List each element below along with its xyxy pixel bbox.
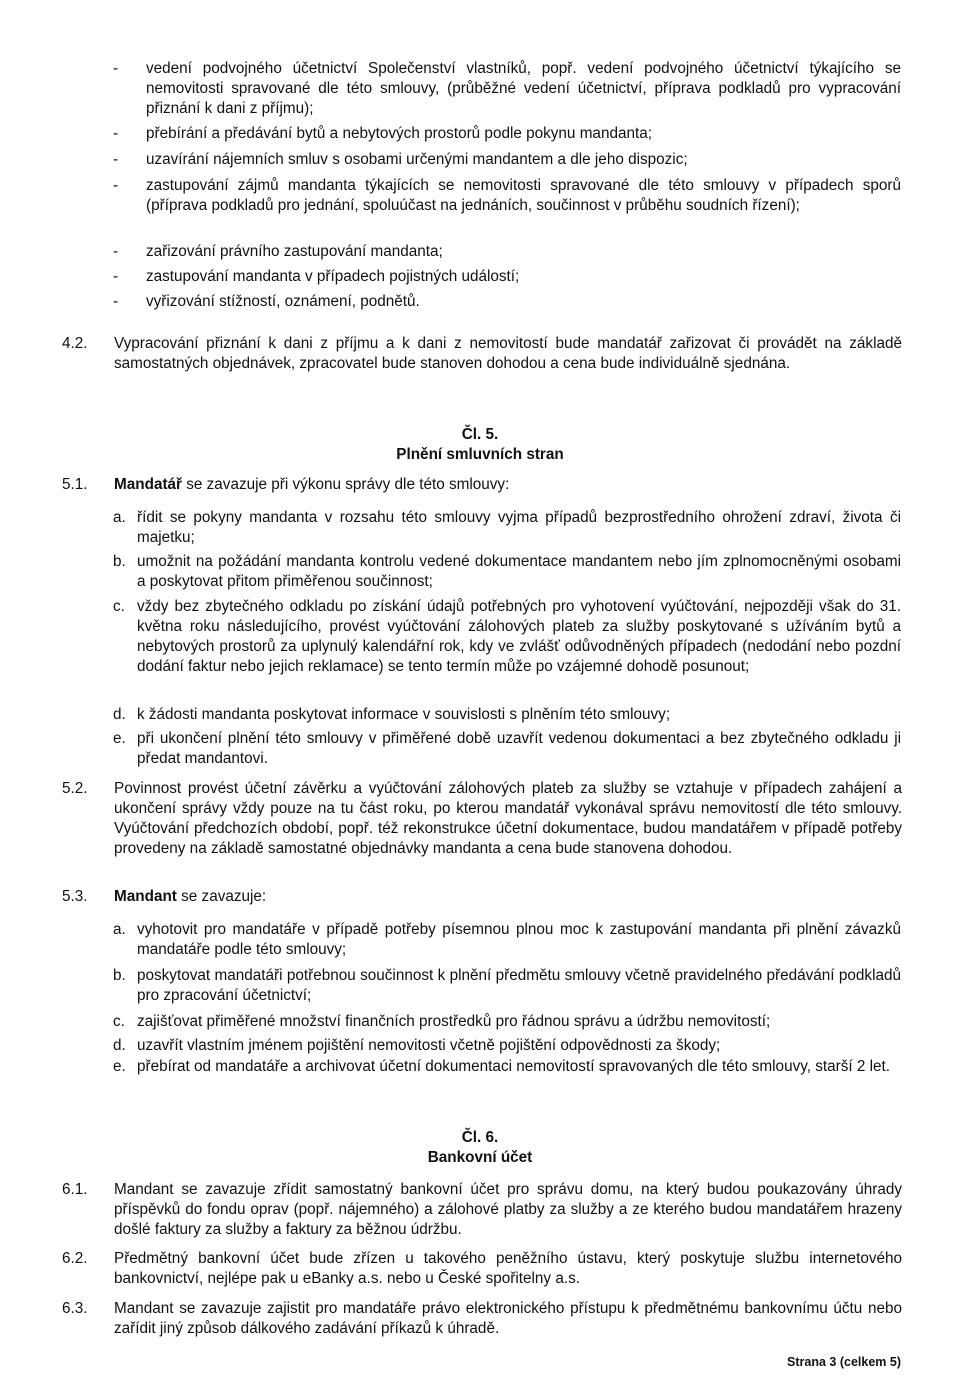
article-label: Čl. 5.: [461, 426, 499, 443]
article-title: Plnění smluvních stran: [396, 446, 564, 463]
item-letter: a.: [113, 921, 126, 938]
paragraph-text: Mandant se zavazuje zajistit pro mandatáře právo elektronického přístupu k předmětnému bankovnímu účtu nebo zařídit jiný způsob dálkového zadávání příkazů k úhradě.: [114, 1300, 902, 1337]
dash-mark: -: [113, 268, 119, 285]
dash-item-text: vyřizování stížností, oznámení, podnětů.: [146, 293, 420, 310]
item-text: vyhotovit pro mandatáře v případě potřeby písemnou plnou moc k zastupování mandanta při plnění závazků mandatáře podle této smlouvy;: [137, 921, 901, 958]
paragraph-text: Předmětný bankovní účet bude zřízen u takového peněžního ústavu, který poskytuje službu internetového bankovnictví, nejlépe pak u eBanky a.s. nebo u České spořitelny a.s.: [114, 1250, 902, 1287]
party-name: Mandant: [114, 888, 177, 905]
item-text: poskytovat mandatáři potřebnou součinnost k plnění předmětu smlouvy včetně pravidelného předávání podkladů pro zpracování účetnictví;: [137, 967, 901, 1004]
article-title: Bankovní účet: [427, 1149, 533, 1166]
paragraph-text: Povinnost provést účetní závěrku a vyúčtování zálohových plateb za služby se vztahuje v případech zahájení a ukončení správy vždy pouze na tu část roku, po kterou mandatář vykonával správu nemovitostí dle této smlouvy. Vyúčtování předchozích období, popř. též rekonstrukce účetní dokumentace, budou mandatářem v případě potřeby provedeny na základě samostatné objednávky mandanta a cena bude stanovena dohodou.: [114, 780, 902, 857]
dash-mark: -: [113, 60, 119, 77]
item-text: uzavřít vlastním jménem pojištění nemovitosti včetně pojištění odpovědnosti za škody;: [137, 1037, 721, 1054]
item-text: přebírat od mandatáře a archivovat účetní dokumentaci nemovitostí spravovaných dle této smlouvy, starší 2 let.: [137, 1058, 891, 1075]
paragraph-number: 6.1.: [62, 1181, 88, 1198]
dash-item-text: vedení podvojného účetnictví Společenství vlastníků, popř. vedení podvojného účetnictví týkajícího se nemovitosti spravované dle této smlouvy, (průběžné vedení účetnictví, příprava podkladů pro vypracování přiznání k dani z příjmu);: [146, 60, 901, 117]
item-text: k žádosti mandanta poskytovat informace v souvislosti s plněním této smlouvy;: [137, 706, 671, 723]
dash-mark: -: [113, 177, 119, 194]
dash-item-text: zastupování mandanta v případech pojistných událostí;: [146, 268, 520, 285]
item-letter: b.: [113, 553, 126, 570]
item-letter: e.: [113, 1058, 126, 1075]
paragraph-number: 6.2.: [62, 1250, 88, 1267]
item-letter: c.: [113, 1013, 125, 1030]
dash-item-text: zařizování právního zastupování mandanta;: [146, 243, 443, 260]
paragraph-text: Mandant se zavazuje zřídit samostatný bankovní účet pro správu domu, na který budou poukazovány úhrady příspěvků do fondu oprav (popř. nájemného) a zálohové platby za služby a ze kterého budou mandatářem hrazeny došlé faktury za služby a faktury za běžnou údržbu.: [114, 1181, 902, 1238]
item-text: vždy bez zbytečného odkladu po získání údajů potřebných pro vyhotovení vyúčtování, nejpozději však do 31. května roku následujícího, provést vyúčtování zálohových plateb za služby poskytované s užíváním bytů a nebytových prostorů za uplynulý kalendářní rok, kdy ve zvlášť odůvodněných případech (nedodání nebo pozdní dodání faktur nebo jejich reklamace) se tento termín může po vzájemné dohodě posunout;: [137, 598, 901, 675]
dash-mark: -: [113, 293, 119, 310]
paragraph-text: se zavazuje při výkonu správy dle této smlouvy:: [182, 476, 510, 493]
dash-item-text: uzavírání nájemních smluv s osobami určenými mandantem a dle jeho dispozic;: [146, 151, 688, 168]
item-text: řídit se pokyny mandanta v rozsahu této smlouvy vyjma případů bezprostředního ohrožení zdraví, života či majetku;: [137, 509, 901, 546]
article-label: Čl. 6.: [461, 1129, 499, 1146]
item-letter: c.: [113, 598, 125, 615]
paragraph-number: 5.1.: [62, 476, 88, 493]
paragraph-number: 5.3.: [62, 888, 88, 905]
item-letter: e.: [113, 730, 126, 747]
item-letter: b.: [113, 967, 126, 984]
item-text: umožnit na požádání mandanta kontrolu vedené dokumentace mandantem nebo jím zplnomocněnými osobami a poskytovat přitom přiměřenou součinnost;: [137, 553, 901, 590]
paragraph-number: 6.3.: [62, 1300, 88, 1317]
paragraph-number: 4.2.: [62, 335, 88, 352]
item-text: při ukončení plnění této smlouvy v přiměřené době uzavřít vedenou dokumentaci a bez zbytečného odkladu ji předat mandantovi.: [137, 730, 901, 767]
page-footer: Strana 3 (celkem 5): [787, 1355, 901, 1369]
paragraph-number: 5.2.: [62, 780, 88, 797]
paragraph-text: Vypracování přiznání k dani z příjmu a k dani z nemovitostí bude mandatář zařizovat či provádět na základě samostatných objednávek, zpracovatel bude stanoven dohodou a cena bude individuálně sjednána.: [114, 335, 902, 372]
item-letter: a.: [113, 509, 126, 526]
item-letter: d.: [113, 1037, 126, 1054]
dash-item-text: zastupování zájmů mandanta týkajících se nemovitosti spravované dle této smlouvy v případech sporů (příprava podkladů pro jednání, spoluúčast na jednáních, součinnost v průběhu soudních řízení);: [146, 177, 901, 214]
dash-item-text: přebírání a předávání bytů a nebytových prostorů podle pokynu mandanta;: [146, 125, 652, 142]
paragraph-text: se zavazuje:: [176, 888, 267, 905]
dash-mark: -: [113, 151, 119, 168]
dash-list-item: [113, 59, 901, 121]
dash-mark: -: [113, 243, 119, 260]
dash-mark: -: [113, 125, 119, 142]
party-name: Mandatář: [114, 476, 182, 493]
item-letter: d.: [113, 706, 126, 723]
item-text: zajišťovat přiměřené množství finančních prostředků pro řádnou správu a údržbu nemovitostí;: [137, 1013, 771, 1030]
